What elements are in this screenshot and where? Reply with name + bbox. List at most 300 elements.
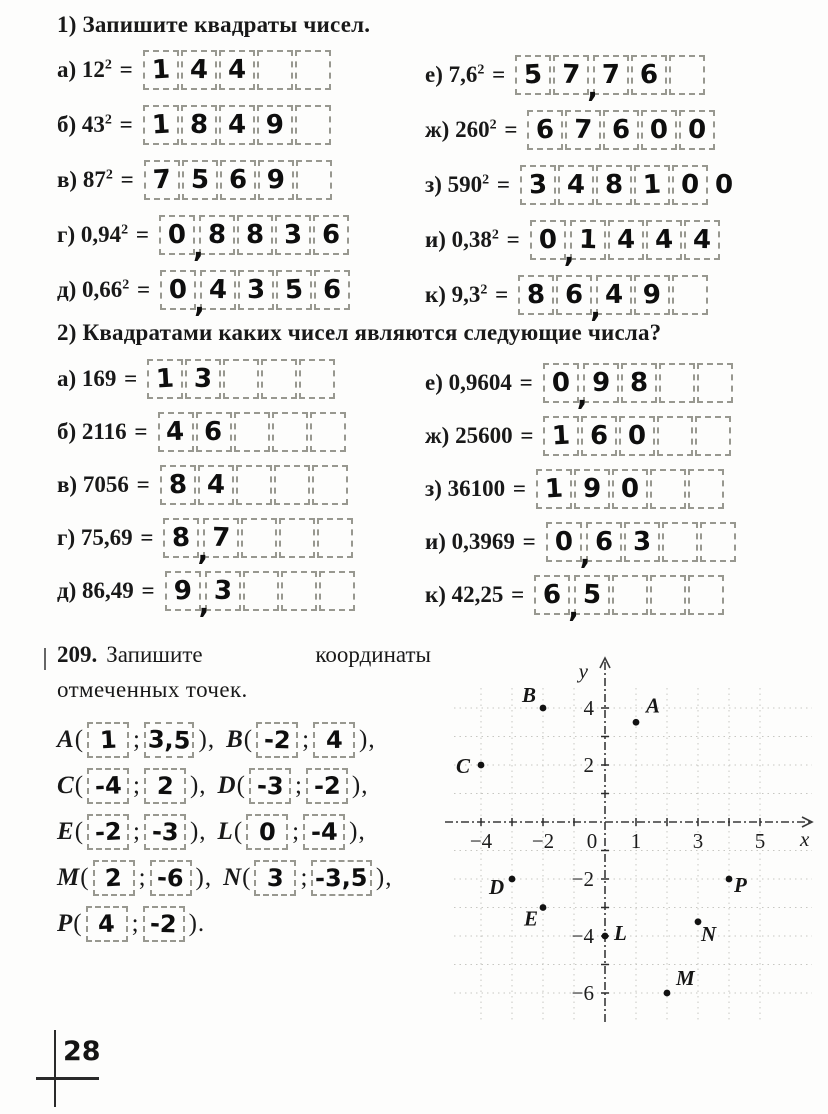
answer-cell <box>518 275 554 315</box>
x-tick-label: 3 <box>692 829 704 853</box>
handwritten-digit: 4 <box>189 54 209 85</box>
coordinate-row <box>57 763 449 809</box>
point-entry <box>57 722 226 758</box>
answer-cell <box>196 412 232 452</box>
handwritten-x-value: 0 <box>258 817 276 847</box>
close-paren: ) <box>198 726 207 753</box>
answer-cell <box>593 55 629 95</box>
handwritten-digit: 4 <box>616 224 636 255</box>
handwritten-digit: 9 <box>591 367 611 398</box>
handwritten-digit: 1 <box>155 363 176 394</box>
item-number: 25600 <box>449 422 513 448</box>
semicolon: ; <box>133 726 140 753</box>
item-expression <box>57 366 147 392</box>
item-number: 0,66 <box>76 276 123 302</box>
item-expression <box>57 222 159 248</box>
x-tick-label: 0 <box>586 829 598 853</box>
answer-cell <box>274 465 310 505</box>
task209-heading-word1: Запишите <box>106 642 203 667</box>
close-paren: ) <box>189 818 199 845</box>
point-label-A: A <box>646 693 661 718</box>
item-number: 12 <box>76 56 105 82</box>
item-expression <box>425 172 520 198</box>
answer-row <box>57 458 355 511</box>
exponent: 2 <box>105 166 113 182</box>
point-name: E <box>57 818 74 845</box>
answer-cell <box>530 220 566 260</box>
answer-cell <box>198 465 234 505</box>
answer-cell <box>181 50 217 90</box>
handwritten-digit: 9 <box>642 279 663 310</box>
answer-cell <box>279 518 315 558</box>
answer-cell <box>634 165 670 205</box>
semicolon: ; <box>302 726 310 753</box>
item-expression <box>425 62 515 88</box>
handwritten-digit: 4 <box>604 279 624 310</box>
item-expression <box>425 282 518 308</box>
answer-cell <box>534 575 570 615</box>
answer-row <box>425 212 733 267</box>
answer-cell <box>205 571 241 611</box>
handwritten-digit: 7 <box>573 114 594 145</box>
answer-cell <box>515 55 551 95</box>
open-paren: ( <box>73 910 82 937</box>
handwritten-digit: 7 <box>151 164 172 195</box>
handwritten-digit: 4 <box>206 469 226 500</box>
answer-cell <box>546 522 582 562</box>
answer-cell <box>543 416 579 456</box>
answer-cell <box>565 110 601 150</box>
answer-cell <box>574 469 610 509</box>
answer-cell <box>672 275 708 315</box>
equals-sign: = <box>130 221 149 247</box>
handwritten-digit: 6 <box>322 274 342 305</box>
item-label: ж) <box>425 116 450 142</box>
handwritten-digit: 9 <box>582 473 602 504</box>
equals-sign: = <box>491 171 511 197</box>
answer-cell <box>634 275 670 315</box>
answer-cell <box>241 518 277 558</box>
handwritten-digit: 8 <box>207 219 227 250</box>
item-number: 0,38 <box>445 226 492 252</box>
semicolon: ; <box>131 910 139 937</box>
handwritten-digit: 0 <box>620 473 640 504</box>
item-label: к) <box>425 581 446 607</box>
answer-cell <box>319 571 355 611</box>
item-number: 42,25 <box>445 581 504 607</box>
answer-cell <box>314 270 350 310</box>
point-name: B <box>226 726 243 753</box>
close-paren: ) <box>188 910 197 937</box>
answer-boxes <box>143 50 331 90</box>
answer-cell <box>684 220 720 260</box>
answer-cell <box>558 165 594 205</box>
answer-cell <box>257 50 293 90</box>
trailing-punctuation: , <box>368 726 375 753</box>
answer-boxes: 0 , 6 3 <box>546 522 736 562</box>
answer-cell <box>646 220 682 260</box>
item-label: к) <box>425 281 446 307</box>
x-tick-label: 5 <box>754 829 766 853</box>
trailing-punctuation: , <box>361 772 368 799</box>
answer-row <box>57 207 350 262</box>
coordinate-box-x <box>87 814 129 850</box>
answer-row <box>57 42 350 97</box>
point-label-L: L <box>614 921 627 945</box>
handwritten-x-value: -2 <box>263 725 291 755</box>
semicolon: ; <box>300 864 308 891</box>
answer-cell <box>583 363 619 403</box>
answer-cell <box>669 55 705 95</box>
item-expression <box>425 370 543 396</box>
handwritten-digit: 0 <box>167 219 187 250</box>
handwritten-digit: 8 <box>526 279 547 310</box>
answer-cell <box>612 469 648 509</box>
handwritten-digit: 6 <box>564 279 584 310</box>
coordinate-box-y <box>313 722 355 758</box>
answer-cell <box>621 363 657 403</box>
answer-boxes: 8 , 7 <box>163 518 353 558</box>
item-label: е) <box>425 61 443 87</box>
open-paren: ( <box>233 818 243 845</box>
answer-cell <box>641 110 677 150</box>
answer-cell <box>261 359 297 399</box>
item-expression <box>425 476 536 502</box>
answer-cell <box>299 359 335 399</box>
equals-sign: = <box>507 475 527 501</box>
exponent: 2 <box>482 171 490 187</box>
handwritten-y-value: -2 <box>313 771 341 801</box>
semicolon: ; <box>292 818 300 845</box>
exponent: 2 <box>477 61 485 77</box>
y-tick-label: 2 <box>583 753 594 777</box>
answer-row <box>425 462 736 515</box>
answer-cell <box>163 518 199 558</box>
close-paren: ) <box>189 772 199 799</box>
item-label: д) <box>57 577 77 603</box>
trailing-punctuation: , <box>204 864 212 891</box>
close-paren: ) <box>195 864 204 891</box>
handwritten-digit: 6 <box>639 59 660 90</box>
handwritten-x-value: 1 <box>98 725 118 755</box>
handwritten-digit: 9 <box>172 575 193 606</box>
y-tick-label: −4 <box>571 924 594 948</box>
item-label: з) <box>425 171 442 197</box>
point-C <box>478 762 485 769</box>
semicolon: ; <box>133 818 140 845</box>
crop-mark-vertical <box>54 1030 56 1107</box>
coordinate-box-x <box>246 814 288 850</box>
answer-cell <box>574 575 610 615</box>
coordinate-row <box>57 717 449 763</box>
handwritten-digit: 4 <box>208 274 228 305</box>
answer-boxes <box>520 165 733 205</box>
handwritten-digit: 1 <box>150 109 171 140</box>
answer-row <box>57 511 355 567</box>
item-label: б) <box>57 418 77 444</box>
answer-cell <box>556 275 592 315</box>
handwritten-x-value: -2 <box>93 817 123 847</box>
item-label: а) <box>57 365 77 391</box>
handwritten-digit: 3 <box>632 526 652 557</box>
answer-cell <box>159 215 195 255</box>
point-name: A <box>57 726 74 753</box>
point-entry <box>223 860 403 896</box>
answer-boxes <box>160 465 348 505</box>
margin-tick-mark <box>44 648 46 670</box>
answer-cell <box>143 105 179 145</box>
coordinate-row <box>57 855 449 901</box>
point-label-D: D <box>489 875 505 899</box>
answer-cell <box>650 575 686 615</box>
handwritten-y-value: 3,5 <box>147 725 191 755</box>
coordinate-box-x <box>87 768 129 804</box>
exponent: 2 <box>104 56 112 72</box>
answer-cell <box>143 50 179 90</box>
item-number: 7056 <box>77 471 129 497</box>
handwritten-y-value: -2 <box>149 909 178 939</box>
answer-cell <box>596 165 632 205</box>
point-entry <box>226 722 387 758</box>
equals-sign: = <box>486 61 506 87</box>
handwritten-digit: 6 <box>321 219 341 250</box>
answer-boxes <box>144 160 332 200</box>
point-name: D <box>217 772 236 799</box>
handwritten-digit: 6 <box>535 114 556 145</box>
answer-cell <box>181 105 217 145</box>
answer-row <box>425 102 733 157</box>
crop-mark-horizontal <box>36 1077 99 1080</box>
overflow-digit: 0 <box>715 169 734 200</box>
answer-cell <box>312 465 348 505</box>
item-expression <box>425 117 527 143</box>
x-axis-letter: x <box>800 827 810 851</box>
y-tick-label: −2 <box>571 867 594 891</box>
item-label: в) <box>57 471 78 497</box>
handwritten-digit: 5 <box>190 164 210 195</box>
point-L <box>602 933 609 940</box>
answer-boxes <box>158 412 346 452</box>
exponent: 2 <box>122 276 130 292</box>
equals-sign: = <box>516 528 536 554</box>
handwritten-y-value: -3 <box>151 817 179 847</box>
handwritten-digit: 6 <box>589 420 610 451</box>
item-label: а) <box>57 56 77 82</box>
handwritten-x-value: -3 <box>256 771 284 801</box>
task209-heading <box>57 642 431 668</box>
handwritten-digit: 0 <box>680 169 700 200</box>
answer-cell <box>199 215 235 255</box>
point-M <box>664 990 671 997</box>
answer-cell <box>272 412 308 452</box>
answer-cell <box>650 469 686 509</box>
handwritten-digit: 6 <box>594 526 614 557</box>
handwritten-digit: 5 <box>284 274 304 305</box>
answer-cell <box>236 465 272 505</box>
point-entry <box>218 768 380 804</box>
handwritten-digit: 6 <box>612 114 631 145</box>
item-expression <box>425 423 543 449</box>
coordinate-box-y <box>311 860 371 896</box>
coordinate-box-y <box>303 814 345 850</box>
coordinate-box-x <box>86 906 128 942</box>
equals-sign: = <box>113 56 133 82</box>
answer-cell <box>219 105 255 145</box>
coordinate-box-x <box>87 722 129 758</box>
answer-boxes <box>536 469 724 509</box>
handwritten-digit: 0 <box>537 224 558 255</box>
task2-title: 2) Квадратами каких чисел являются следующие числа? <box>57 320 662 345</box>
answer-cell <box>238 270 274 310</box>
answer-cell <box>543 363 579 403</box>
point-label-C: C <box>456 754 471 778</box>
answer-cell <box>165 571 201 611</box>
item-number: 590 <box>441 171 483 197</box>
handwritten-x-value: 4 <box>97 909 116 939</box>
item-number: 260 <box>449 116 490 142</box>
answer-cell <box>219 50 255 90</box>
close-paren: ) <box>349 818 358 845</box>
handwritten-y-value: 4 <box>325 725 343 755</box>
equals-sign: = <box>489 281 509 307</box>
equals-sign: = <box>505 581 525 607</box>
answer-row <box>57 262 350 317</box>
item-number: 86,49 <box>76 577 134 603</box>
answer-row <box>425 568 736 624</box>
point-entry <box>218 814 377 850</box>
answer-cell <box>608 220 644 260</box>
point-label-B: B <box>522 683 537 707</box>
answer-row <box>425 356 736 412</box>
task209-block <box>57 642 449 947</box>
answer-cell <box>662 522 698 562</box>
handwritten-digit: 6 <box>542 579 563 610</box>
item-number: 0,3969 <box>445 528 515 554</box>
handwritten-digit: 1 <box>551 420 572 451</box>
equals-sign: = <box>118 365 138 391</box>
item-number: 0,9604 <box>442 369 512 395</box>
equals-sign: = <box>135 577 155 603</box>
handwritten-y-value: -3,5 <box>315 863 369 893</box>
equals-sign: = <box>131 276 151 302</box>
answer-row <box>425 515 736 571</box>
item-expression <box>57 112 143 138</box>
item-expression <box>57 419 158 445</box>
handwritten-y-value: 2 <box>156 771 174 801</box>
open-paren: ( <box>74 818 84 845</box>
answer-row <box>57 152 350 207</box>
item-label: е) <box>425 369 443 395</box>
page-number: 28 <box>63 1036 101 1067</box>
handwritten-digit: 1 <box>642 169 662 200</box>
open-paren: ( <box>80 864 89 891</box>
coordinate-row <box>57 809 449 855</box>
item-expression <box>57 472 160 498</box>
answer-boxes <box>527 110 715 150</box>
handwritten-digit: 6 <box>228 164 248 195</box>
item-number: 2116 <box>76 418 127 444</box>
task1-title: 1) Запишите квадраты чисел. <box>57 12 371 37</box>
answer-boxes <box>143 105 331 145</box>
item-expression <box>57 578 165 604</box>
handwritten-digit: 4 <box>165 416 186 447</box>
answer-cell <box>603 110 639 150</box>
item-expression <box>57 525 163 551</box>
trailing-punctuation: , <box>199 818 206 845</box>
exponent: 2 <box>121 221 129 237</box>
answer-cell <box>243 571 279 611</box>
close-paren: ) <box>351 772 361 799</box>
trailing-punctuation: , <box>385 864 392 891</box>
handwritten-digit: 8 <box>245 219 265 250</box>
handwritten-y-value: -6 <box>156 863 185 893</box>
answer-boxes <box>147 359 335 399</box>
item-number: 9,3 <box>445 281 481 307</box>
answer-cell <box>310 412 346 452</box>
answer-cell <box>688 575 724 615</box>
coordinate-plane <box>432 648 824 1044</box>
answer-cell <box>158 412 194 452</box>
coordinate-entries <box>57 717 449 947</box>
handwritten-digit: 0 <box>553 526 574 557</box>
answer-row <box>57 564 355 620</box>
answer-cell <box>276 270 312 310</box>
task2-right-column <box>425 356 736 624</box>
handwritten-digit: 5 <box>523 59 544 90</box>
coordinate-box-y <box>150 860 192 896</box>
answer-cell <box>237 215 273 255</box>
answer-cell <box>220 160 256 200</box>
handwritten-digit: 7 <box>211 522 232 553</box>
item-number: 75,69 <box>75 524 133 550</box>
equals-sign: = <box>498 116 518 142</box>
point-name: M <box>57 864 80 891</box>
answer-cell <box>295 50 331 90</box>
answer-cell <box>536 469 572 509</box>
handwritten-digit: 9 <box>264 109 285 140</box>
item-label: ж) <box>425 422 450 448</box>
answer-cell <box>144 160 180 200</box>
answer-boxes: 0 , 1 4 4 4 <box>530 220 720 260</box>
point-name: N <box>223 864 242 891</box>
answer-cell <box>281 571 317 611</box>
handwritten-digit: 4 <box>692 224 712 255</box>
answer-row <box>425 409 736 462</box>
point-label-E: E <box>524 906 539 931</box>
point-E <box>540 904 547 911</box>
equals-sign: = <box>500 226 520 252</box>
equals-sign: = <box>128 418 148 444</box>
answer-row <box>57 352 355 405</box>
answer-cell <box>624 522 660 562</box>
task209-heading-word2: координаты <box>315 642 431 667</box>
handwritten-digit: 6 <box>203 416 224 447</box>
item-number: 0,94 <box>75 221 122 247</box>
answer-cell <box>275 215 311 255</box>
item-expression <box>57 277 160 303</box>
equals-sign: = <box>130 471 150 497</box>
handwritten-digit: 8 <box>604 169 624 200</box>
close-paren: ) <box>375 864 385 891</box>
handwritten-x-value: -4 <box>93 771 123 801</box>
answer-cell <box>200 270 236 310</box>
point-D <box>509 876 516 883</box>
coordinate-box-y <box>306 768 348 804</box>
answer-cell <box>553 55 589 95</box>
answer-cell <box>295 105 331 145</box>
answer-cell <box>695 416 731 456</box>
trailing-punctuation: . <box>197 910 205 937</box>
